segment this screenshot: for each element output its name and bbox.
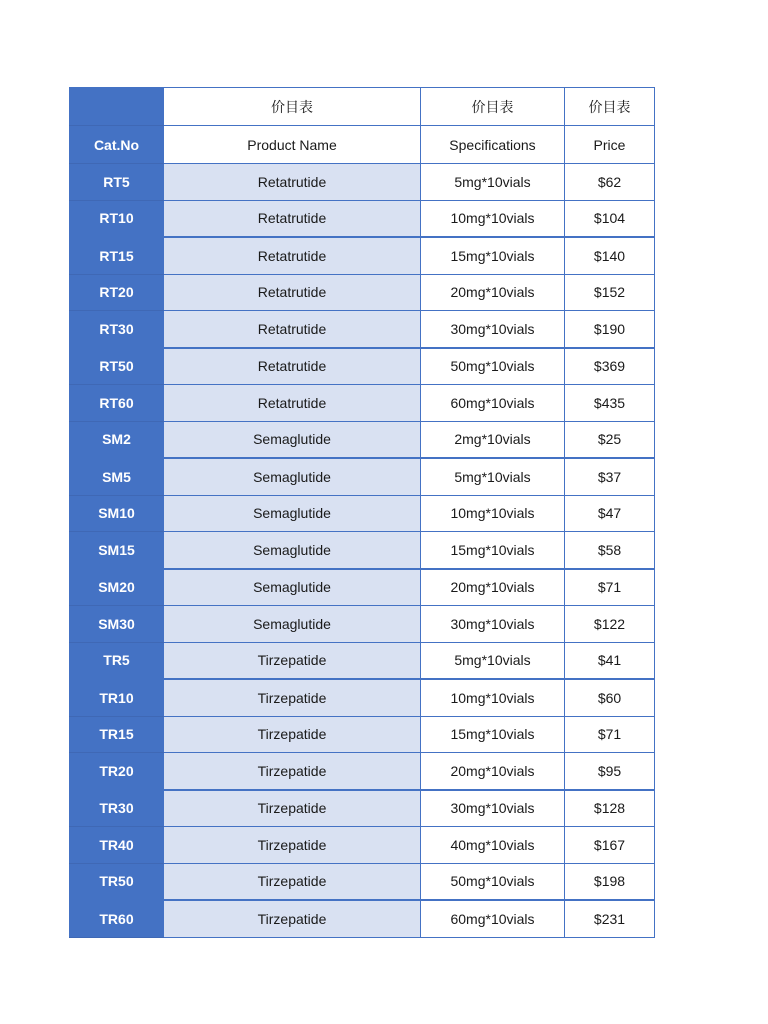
table-row — [70, 790, 655, 827]
product-name-cell: Tirzepatide — [164, 827, 421, 864]
price-cell: $37 — [565, 458, 655, 495]
header-cat-no: Cat.No — [70, 126, 164, 164]
table-row — [70, 753, 655, 790]
table-row — [70, 311, 655, 348]
product-name-cell: Retatrutide — [164, 385, 421, 422]
table-row — [70, 863, 655, 900]
specification-cell: 30mg*10vials — [421, 790, 565, 827]
table-row — [70, 348, 655, 385]
specification-cell: 15mg*10vials — [421, 532, 565, 569]
product-name-cell: Retatrutide — [164, 237, 421, 274]
specification-cell: 30mg*10vials — [421, 311, 565, 348]
product-name-cell: Tirzepatide — [164, 679, 421, 716]
cat-no-cell: RT50 — [70, 348, 164, 385]
price-cell: $190 — [565, 311, 655, 348]
specification-cell: 60mg*10vials — [421, 385, 565, 422]
cat-no-cell: TR40 — [70, 827, 164, 864]
specification-cell: 2mg*10vials — [421, 421, 565, 458]
product-name-cell: Semaglutide — [164, 421, 421, 458]
cat-no-cell: RT15 — [70, 237, 164, 274]
cat-no-cell: TR60 — [70, 900, 164, 937]
table-row — [70, 237, 655, 274]
header-row — [70, 126, 655, 164]
price-cell: $60 — [565, 679, 655, 716]
table-row — [70, 716, 655, 753]
product-name-cell: Tirzepatide — [164, 753, 421, 790]
price-cell: $122 — [565, 606, 655, 643]
price-cell: $41 — [565, 642, 655, 679]
product-name-cell: Retatrutide — [164, 348, 421, 385]
specification-cell: 15mg*10vials — [421, 237, 565, 274]
cat-no-cell: RT20 — [70, 274, 164, 311]
specification-cell: 20mg*10vials — [421, 274, 565, 311]
title-cell-price: 价目表 — [565, 88, 655, 126]
product-name-cell: Semaglutide — [164, 606, 421, 643]
table-row — [70, 274, 655, 311]
specification-cell: 15mg*10vials — [421, 716, 565, 753]
product-name-cell: Semaglutide — [164, 458, 421, 495]
product-name-cell: Tirzepatide — [164, 790, 421, 827]
product-name-cell: Tirzepatide — [164, 716, 421, 753]
cat-no-cell: RT5 — [70, 164, 164, 201]
product-name-cell: Retatrutide — [164, 164, 421, 201]
product-name-cell: Retatrutide — [164, 274, 421, 311]
table-row — [70, 642, 655, 679]
cat-no-cell: RT10 — [70, 200, 164, 237]
cat-no-cell: SM30 — [70, 606, 164, 643]
price-cell: $104 — [565, 200, 655, 237]
price-list-table — [69, 87, 655, 938]
product-name-cell: Tirzepatide — [164, 900, 421, 937]
specification-cell: 60mg*10vials — [421, 900, 565, 937]
product-name-cell: Semaglutide — [164, 532, 421, 569]
price-cell: $167 — [565, 827, 655, 864]
price-cell: $47 — [565, 495, 655, 532]
title-cell-spec: 价目表 — [421, 88, 565, 126]
price-cell: $231 — [565, 900, 655, 937]
cat-no-cell: SM20 — [70, 569, 164, 606]
table-row — [70, 532, 655, 569]
price-cell: $128 — [565, 790, 655, 827]
table-row — [70, 569, 655, 606]
table-row — [70, 606, 655, 643]
specification-cell: 10mg*10vials — [421, 200, 565, 237]
cat-no-cell: TR10 — [70, 679, 164, 716]
cat-no-cell: TR30 — [70, 790, 164, 827]
cat-no-cell: RT30 — [70, 311, 164, 348]
title-cell-product: 价目表 — [164, 88, 421, 126]
cat-no-cell: SM15 — [70, 532, 164, 569]
cat-no-cell: SM10 — [70, 495, 164, 532]
table-row — [70, 900, 655, 937]
table-row — [70, 200, 655, 237]
price-cell: $25 — [565, 421, 655, 458]
specification-cell: 50mg*10vials — [421, 863, 565, 900]
cat-no-cell: RT60 — [70, 385, 164, 422]
specification-cell: 40mg*10vials — [421, 827, 565, 864]
price-cell: $140 — [565, 237, 655, 274]
specification-cell: 30mg*10vials — [421, 606, 565, 643]
specification-cell: 10mg*10vials — [421, 679, 565, 716]
table-row — [70, 679, 655, 716]
title-row — [70, 88, 655, 126]
table-row — [70, 827, 655, 864]
specification-cell: 10mg*10vials — [421, 495, 565, 532]
specification-cell: 20mg*10vials — [421, 753, 565, 790]
header-price: Price — [565, 126, 655, 164]
product-name-cell: Retatrutide — [164, 200, 421, 237]
product-name-cell: Retatrutide — [164, 311, 421, 348]
price-cell: $71 — [565, 716, 655, 753]
specification-cell: 50mg*10vials — [421, 348, 565, 385]
product-name-cell: Semaglutide — [164, 495, 421, 532]
specification-cell: 5mg*10vials — [421, 458, 565, 495]
header-product-name: Product Name — [164, 126, 421, 164]
price-cell: $71 — [565, 569, 655, 606]
cat-no-cell: TR20 — [70, 753, 164, 790]
specification-cell: 20mg*10vials — [421, 569, 565, 606]
cat-no-cell: TR5 — [70, 642, 164, 679]
cat-no-cell: TR15 — [70, 716, 164, 753]
price-cell: $152 — [565, 274, 655, 311]
cat-no-cell: SM2 — [70, 421, 164, 458]
table-row — [70, 458, 655, 495]
price-cell: $95 — [565, 753, 655, 790]
table-row — [70, 421, 655, 458]
cat-no-cell: TR50 — [70, 863, 164, 900]
product-name-cell: Semaglutide — [164, 569, 421, 606]
price-cell: $198 — [565, 863, 655, 900]
corner-cell — [70, 88, 164, 126]
product-name-cell: Tirzepatide — [164, 642, 421, 679]
price-cell: $58 — [565, 532, 655, 569]
specification-cell: 5mg*10vials — [421, 164, 565, 201]
table-row — [70, 164, 655, 201]
price-cell: $62 — [565, 164, 655, 201]
cat-no-cell: SM5 — [70, 458, 164, 495]
specification-cell: 5mg*10vials — [421, 642, 565, 679]
table-row — [70, 385, 655, 422]
header-specifications: Specifications — [421, 126, 565, 164]
price-cell: $435 — [565, 385, 655, 422]
product-name-cell: Tirzepatide — [164, 863, 421, 900]
table-row — [70, 495, 655, 532]
price-cell: $369 — [565, 348, 655, 385]
